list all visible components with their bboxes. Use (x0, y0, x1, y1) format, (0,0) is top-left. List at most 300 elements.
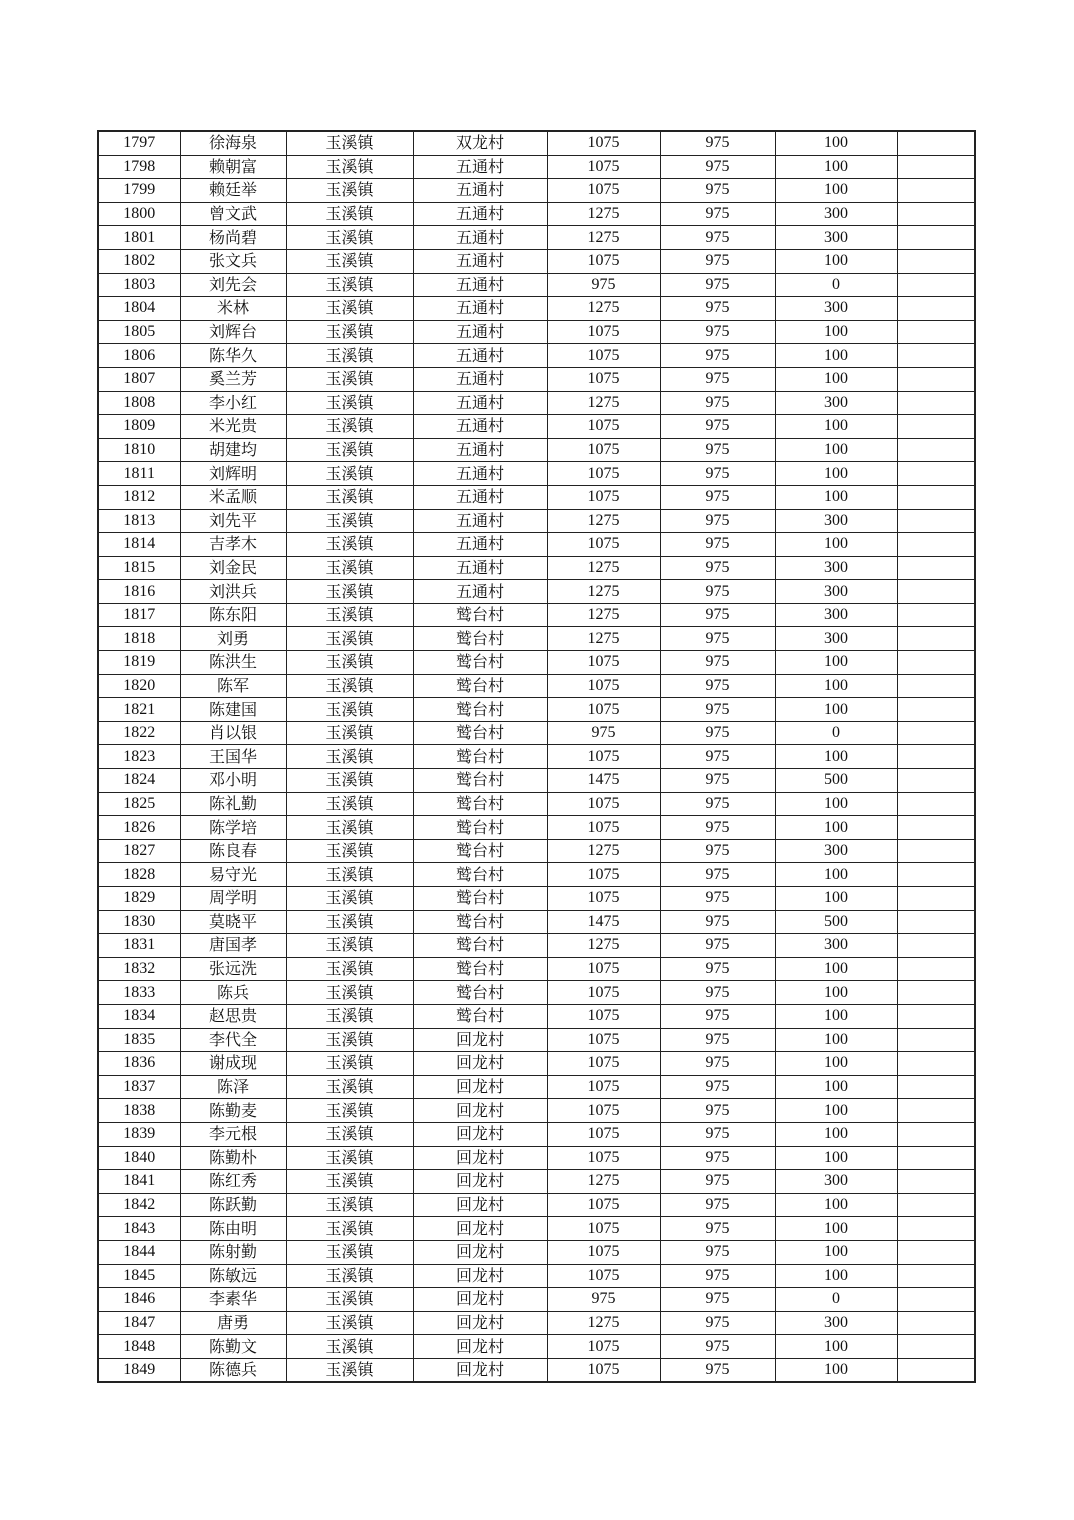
amount-a-cell: 1275 (547, 627, 660, 651)
table-row (98, 226, 975, 250)
town-cell: 玉溪镇 (286, 179, 413, 203)
table-row (98, 1099, 975, 1123)
table-row (98, 934, 975, 958)
amount-a-cell: 1075 (547, 698, 660, 722)
amount-a-cell: 1075 (547, 1122, 660, 1146)
village-cell: 五通村 (413, 249, 547, 273)
remark-cell (897, 769, 975, 793)
village-cell: 五通村 (413, 202, 547, 226)
difference-cell: 100 (775, 1052, 897, 1076)
village-cell: 双龙村 (413, 131, 547, 155)
town-cell: 玉溪镇 (286, 1146, 413, 1170)
row-number-cell: 1807 (98, 367, 180, 391)
remark-cell (897, 226, 975, 250)
row-number-cell: 1838 (98, 1099, 180, 1123)
amount-b-cell: 975 (660, 155, 775, 179)
village-cell: 鹫台村 (413, 816, 547, 840)
amount-b-cell: 975 (660, 391, 775, 415)
difference-cell: 500 (775, 910, 897, 934)
difference-cell: 300 (775, 1311, 897, 1335)
remark-cell (897, 910, 975, 934)
row-number-cell: 1826 (98, 816, 180, 840)
difference-cell: 100 (775, 533, 897, 557)
village-cell: 鹫台村 (413, 910, 547, 934)
row-number-cell: 1814 (98, 533, 180, 557)
table-row (98, 438, 975, 462)
row-number-cell: 1839 (98, 1122, 180, 1146)
remark-cell (897, 792, 975, 816)
town-cell: 玉溪镇 (286, 226, 413, 250)
difference-cell: 100 (775, 1358, 897, 1382)
name-cell: 王国华 (180, 745, 286, 769)
town-cell: 玉溪镇 (286, 839, 413, 863)
table-row (98, 509, 975, 533)
table-row (98, 816, 975, 840)
village-cell: 五通村 (413, 344, 547, 368)
difference-cell: 300 (775, 580, 897, 604)
amount-b-cell: 975 (660, 131, 775, 155)
name-cell: 张文兵 (180, 249, 286, 273)
remark-cell (897, 297, 975, 321)
remark-cell (897, 249, 975, 273)
village-cell: 五通村 (413, 179, 547, 203)
amount-b-cell: 975 (660, 769, 775, 793)
town-cell: 玉溪镇 (286, 131, 413, 155)
village-cell: 鹫台村 (413, 603, 547, 627)
amount-a-cell: 1075 (547, 1028, 660, 1052)
row-number-cell: 1813 (98, 509, 180, 533)
name-cell: 陈华久 (180, 344, 286, 368)
row-number-cell: 1811 (98, 462, 180, 486)
name-cell: 米光贵 (180, 415, 286, 439)
amount-a-cell: 1075 (547, 957, 660, 981)
difference-cell: 100 (775, 320, 897, 344)
amount-a-cell: 1075 (547, 745, 660, 769)
amount-a-cell: 1275 (547, 391, 660, 415)
amount-a-cell: 1075 (547, 344, 660, 368)
amount-a-cell: 1075 (547, 131, 660, 155)
village-cell: 五通村 (413, 320, 547, 344)
village-cell: 鹫台村 (413, 651, 547, 675)
amount-b-cell: 975 (660, 533, 775, 557)
village-cell: 回龙村 (413, 1311, 547, 1335)
village-cell: 鹫台村 (413, 745, 547, 769)
name-cell: 刘辉台 (180, 320, 286, 344)
amount-a-cell: 1275 (547, 202, 660, 226)
difference-cell: 300 (775, 391, 897, 415)
remark-cell (897, 1358, 975, 1382)
table-row (98, 674, 975, 698)
name-cell: 肖以银 (180, 721, 286, 745)
name-cell: 米孟顺 (180, 485, 286, 509)
town-cell: 玉溪镇 (286, 320, 413, 344)
amount-a-cell: 1075 (547, 1240, 660, 1264)
amount-b-cell: 975 (660, 556, 775, 580)
amount-a-cell: 1075 (547, 249, 660, 273)
village-cell: 回龙村 (413, 1146, 547, 1170)
difference-cell: 100 (775, 651, 897, 675)
town-cell: 玉溪镇 (286, 603, 413, 627)
difference-cell: 100 (775, 745, 897, 769)
table-row (98, 1052, 975, 1076)
table-row (98, 1288, 975, 1312)
amount-b-cell: 975 (660, 249, 775, 273)
difference-cell: 0 (775, 1288, 897, 1312)
row-number-cell: 1823 (98, 745, 180, 769)
town-cell: 玉溪镇 (286, 273, 413, 297)
amount-b-cell: 975 (660, 273, 775, 297)
difference-cell: 100 (775, 249, 897, 273)
row-number-cell: 1837 (98, 1075, 180, 1099)
name-cell: 唐国孝 (180, 934, 286, 958)
amount-b-cell: 975 (660, 816, 775, 840)
table-row (98, 273, 975, 297)
roster-table (97, 130, 976, 1383)
amount-b-cell: 975 (660, 910, 775, 934)
row-number-cell: 1817 (98, 603, 180, 627)
difference-cell: 300 (775, 627, 897, 651)
row-number-cell: 1822 (98, 721, 180, 745)
difference-cell: 300 (775, 839, 897, 863)
amount-a-cell: 1075 (547, 1264, 660, 1288)
difference-cell: 100 (775, 1099, 897, 1123)
name-cell: 陈跃勤 (180, 1193, 286, 1217)
difference-cell: 100 (775, 179, 897, 203)
remark-cell (897, 1217, 975, 1241)
name-cell: 刘金民 (180, 556, 286, 580)
table-row (98, 981, 975, 1005)
town-cell: 玉溪镇 (286, 462, 413, 486)
remark-cell (897, 1193, 975, 1217)
difference-cell: 100 (775, 1217, 897, 1241)
town-cell: 玉溪镇 (286, 297, 413, 321)
table-row (98, 249, 975, 273)
amount-b-cell: 975 (660, 698, 775, 722)
name-cell: 李代全 (180, 1028, 286, 1052)
difference-cell: 0 (775, 273, 897, 297)
town-cell: 玉溪镇 (286, 1122, 413, 1146)
town-cell: 玉溪镇 (286, 533, 413, 557)
amount-b-cell: 975 (660, 627, 775, 651)
difference-cell: 300 (775, 603, 897, 627)
amount-a-cell: 1075 (547, 1146, 660, 1170)
amount-b-cell: 975 (660, 1170, 775, 1194)
village-cell: 鹫台村 (413, 769, 547, 793)
difference-cell: 300 (775, 556, 897, 580)
table-row (98, 651, 975, 675)
name-cell: 陈泽 (180, 1075, 286, 1099)
amount-a-cell: 1075 (547, 179, 660, 203)
row-number-cell: 1831 (98, 934, 180, 958)
town-cell: 玉溪镇 (286, 1099, 413, 1123)
row-number-cell: 1843 (98, 1217, 180, 1241)
amount-a-cell: 1075 (547, 792, 660, 816)
remark-cell (897, 1099, 975, 1123)
amount-a-cell: 1075 (547, 1099, 660, 1123)
town-cell: 玉溪镇 (286, 344, 413, 368)
village-cell: 回龙村 (413, 1193, 547, 1217)
village-cell: 鹫台村 (413, 863, 547, 887)
row-number-cell: 1804 (98, 297, 180, 321)
amount-a-cell: 1075 (547, 1358, 660, 1382)
difference-cell: 100 (775, 1122, 897, 1146)
name-cell: 谢成现 (180, 1052, 286, 1076)
amount-b-cell: 975 (660, 1122, 775, 1146)
difference-cell: 100 (775, 816, 897, 840)
difference-cell: 100 (775, 981, 897, 1005)
amount-a-cell: 1075 (547, 981, 660, 1005)
row-number-cell: 1849 (98, 1358, 180, 1382)
amount-b-cell: 975 (660, 509, 775, 533)
remark-cell (897, 1311, 975, 1335)
row-number-cell: 1816 (98, 580, 180, 604)
difference-cell: 100 (775, 367, 897, 391)
difference-cell: 100 (775, 415, 897, 439)
name-cell: 张远洗 (180, 957, 286, 981)
difference-cell: 100 (775, 1028, 897, 1052)
remark-cell (897, 367, 975, 391)
amount-b-cell: 975 (660, 792, 775, 816)
amount-a-cell: 1275 (547, 556, 660, 580)
remark-cell (897, 485, 975, 509)
name-cell: 赖廷举 (180, 179, 286, 203)
row-number-cell: 1812 (98, 485, 180, 509)
town-cell: 玉溪镇 (286, 415, 413, 439)
row-number-cell: 1833 (98, 981, 180, 1005)
table-row (98, 155, 975, 179)
difference-cell: 300 (775, 226, 897, 250)
amount-b-cell: 975 (660, 415, 775, 439)
amount-b-cell: 975 (660, 1052, 775, 1076)
amount-b-cell: 975 (660, 1193, 775, 1217)
table-row (98, 1193, 975, 1217)
table-row (98, 863, 975, 887)
amount-a-cell: 1275 (547, 839, 660, 863)
remark-cell (897, 1004, 975, 1028)
village-cell: 五通村 (413, 273, 547, 297)
difference-cell: 300 (775, 202, 897, 226)
table-row (98, 910, 975, 934)
remark-cell (897, 698, 975, 722)
row-number-cell: 1848 (98, 1335, 180, 1359)
row-number-cell: 1808 (98, 391, 180, 415)
amount-b-cell: 975 (660, 344, 775, 368)
amount-b-cell: 975 (660, 603, 775, 627)
amount-b-cell: 975 (660, 1146, 775, 1170)
name-cell: 唐勇 (180, 1311, 286, 1335)
row-number-cell: 1827 (98, 839, 180, 863)
row-number-cell: 1825 (98, 792, 180, 816)
town-cell: 玉溪镇 (286, 580, 413, 604)
remark-cell (897, 981, 975, 1005)
name-cell: 陈勤麦 (180, 1099, 286, 1123)
village-cell: 五通村 (413, 580, 547, 604)
amount-b-cell: 975 (660, 1288, 775, 1312)
amount-a-cell: 1275 (547, 603, 660, 627)
village-cell: 回龙村 (413, 1240, 547, 1264)
row-number-cell: 1819 (98, 651, 180, 675)
remark-cell (897, 320, 975, 344)
remark-cell (897, 721, 975, 745)
town-cell: 玉溪镇 (286, 485, 413, 509)
amount-a-cell: 1075 (547, 485, 660, 509)
village-cell: 五通村 (413, 485, 547, 509)
amount-b-cell: 975 (660, 297, 775, 321)
name-cell: 米林 (180, 297, 286, 321)
difference-cell: 100 (775, 863, 897, 887)
name-cell: 奚兰芳 (180, 367, 286, 391)
difference-cell: 300 (775, 297, 897, 321)
name-cell: 陈学培 (180, 816, 286, 840)
amount-b-cell: 975 (660, 674, 775, 698)
village-cell: 回龙村 (413, 1288, 547, 1312)
name-cell: 胡建均 (180, 438, 286, 462)
amount-b-cell: 975 (660, 1075, 775, 1099)
difference-cell: 100 (775, 438, 897, 462)
town-cell: 玉溪镇 (286, 1193, 413, 1217)
row-number-cell: 1803 (98, 273, 180, 297)
amount-a-cell: 1275 (547, 934, 660, 958)
name-cell: 杨尚碧 (180, 226, 286, 250)
row-number-cell: 1845 (98, 1264, 180, 1288)
amount-b-cell: 975 (660, 934, 775, 958)
table-row (98, 698, 975, 722)
town-cell: 玉溪镇 (286, 367, 413, 391)
town-cell: 玉溪镇 (286, 863, 413, 887)
table-row (98, 462, 975, 486)
town-cell: 玉溪镇 (286, 556, 413, 580)
remark-cell (897, 1122, 975, 1146)
name-cell: 周学明 (180, 887, 286, 911)
name-cell: 陈礼勤 (180, 792, 286, 816)
row-number-cell: 1829 (98, 887, 180, 911)
amount-b-cell: 975 (660, 1004, 775, 1028)
difference-cell: 100 (775, 1335, 897, 1359)
amount-a-cell: 1075 (547, 1335, 660, 1359)
amount-b-cell: 975 (660, 226, 775, 250)
town-cell: 玉溪镇 (286, 792, 413, 816)
remark-cell (897, 887, 975, 911)
name-cell: 刘勇 (180, 627, 286, 651)
village-cell: 五通村 (413, 556, 547, 580)
amount-a-cell: 1075 (547, 320, 660, 344)
village-cell: 鹫台村 (413, 792, 547, 816)
town-cell: 玉溪镇 (286, 1288, 413, 1312)
town-cell: 玉溪镇 (286, 934, 413, 958)
table-row (98, 1075, 975, 1099)
village-cell: 回龙村 (413, 1052, 547, 1076)
difference-cell: 500 (775, 769, 897, 793)
row-number-cell: 1841 (98, 1170, 180, 1194)
amount-a-cell: 1075 (547, 1075, 660, 1099)
table-row (98, 769, 975, 793)
village-cell: 五通村 (413, 509, 547, 533)
name-cell: 陈敏远 (180, 1264, 286, 1288)
row-number-cell: 1806 (98, 344, 180, 368)
amount-a-cell: 1075 (547, 651, 660, 675)
amount-a-cell: 1275 (547, 1170, 660, 1194)
village-cell: 回龙村 (413, 1358, 547, 1382)
name-cell: 陈德兵 (180, 1358, 286, 1382)
village-cell: 鹫台村 (413, 957, 547, 981)
row-number-cell: 1844 (98, 1240, 180, 1264)
name-cell: 李元根 (180, 1122, 286, 1146)
remark-cell (897, 603, 975, 627)
table-row (98, 1217, 975, 1241)
name-cell: 陈红秀 (180, 1170, 286, 1194)
remark-cell (897, 957, 975, 981)
name-cell: 陈建国 (180, 698, 286, 722)
amount-b-cell: 975 (660, 367, 775, 391)
name-cell: 陈射勤 (180, 1240, 286, 1264)
name-cell: 陈兵 (180, 981, 286, 1005)
amount-b-cell: 975 (660, 1099, 775, 1123)
difference-cell: 100 (775, 485, 897, 509)
difference-cell: 100 (775, 1146, 897, 1170)
village-cell: 鹫台村 (413, 1004, 547, 1028)
row-number-cell: 1828 (98, 863, 180, 887)
name-cell: 赵思贵 (180, 1004, 286, 1028)
remark-cell (897, 438, 975, 462)
town-cell: 玉溪镇 (286, 981, 413, 1005)
amount-b-cell: 975 (660, 887, 775, 911)
village-cell: 回龙村 (413, 1099, 547, 1123)
remark-cell (897, 1052, 975, 1076)
name-cell: 莫晓平 (180, 910, 286, 934)
village-cell: 鹫台村 (413, 698, 547, 722)
table-row (98, 1146, 975, 1170)
name-cell: 吉孝木 (180, 533, 286, 557)
table-row (98, 1122, 975, 1146)
difference-cell: 300 (775, 1170, 897, 1194)
village-cell: 回龙村 (413, 1264, 547, 1288)
town-cell: 玉溪镇 (286, 1170, 413, 1194)
village-cell: 鹫台村 (413, 674, 547, 698)
amount-a-cell: 1075 (547, 1193, 660, 1217)
town-cell: 玉溪镇 (286, 957, 413, 981)
village-cell: 鹫台村 (413, 839, 547, 863)
name-cell: 陈勤文 (180, 1335, 286, 1359)
village-cell: 鹫台村 (413, 721, 547, 745)
town-cell: 玉溪镇 (286, 1335, 413, 1359)
amount-a-cell: 1075 (547, 887, 660, 911)
village-cell: 回龙村 (413, 1075, 547, 1099)
town-cell: 玉溪镇 (286, 438, 413, 462)
amount-b-cell: 975 (660, 1311, 775, 1335)
amount-a-cell: 1475 (547, 910, 660, 934)
village-cell: 五通村 (413, 438, 547, 462)
amount-a-cell: 975 (547, 1288, 660, 1312)
difference-cell: 100 (775, 344, 897, 368)
table-row (98, 1240, 975, 1264)
remark-cell (897, 391, 975, 415)
remark-cell (897, 509, 975, 533)
amount-a-cell: 1075 (547, 1004, 660, 1028)
amount-b-cell: 975 (660, 1358, 775, 1382)
amount-a-cell: 1275 (547, 1311, 660, 1335)
row-number-cell: 1820 (98, 674, 180, 698)
village-cell: 五通村 (413, 155, 547, 179)
table-row (98, 1170, 975, 1194)
difference-cell: 100 (775, 1264, 897, 1288)
town-cell: 玉溪镇 (286, 1028, 413, 1052)
remark-cell (897, 1075, 975, 1099)
difference-cell: 300 (775, 934, 897, 958)
town-cell: 玉溪镇 (286, 674, 413, 698)
town-cell: 玉溪镇 (286, 627, 413, 651)
name-cell: 刘先平 (180, 509, 286, 533)
table-row (98, 1311, 975, 1335)
